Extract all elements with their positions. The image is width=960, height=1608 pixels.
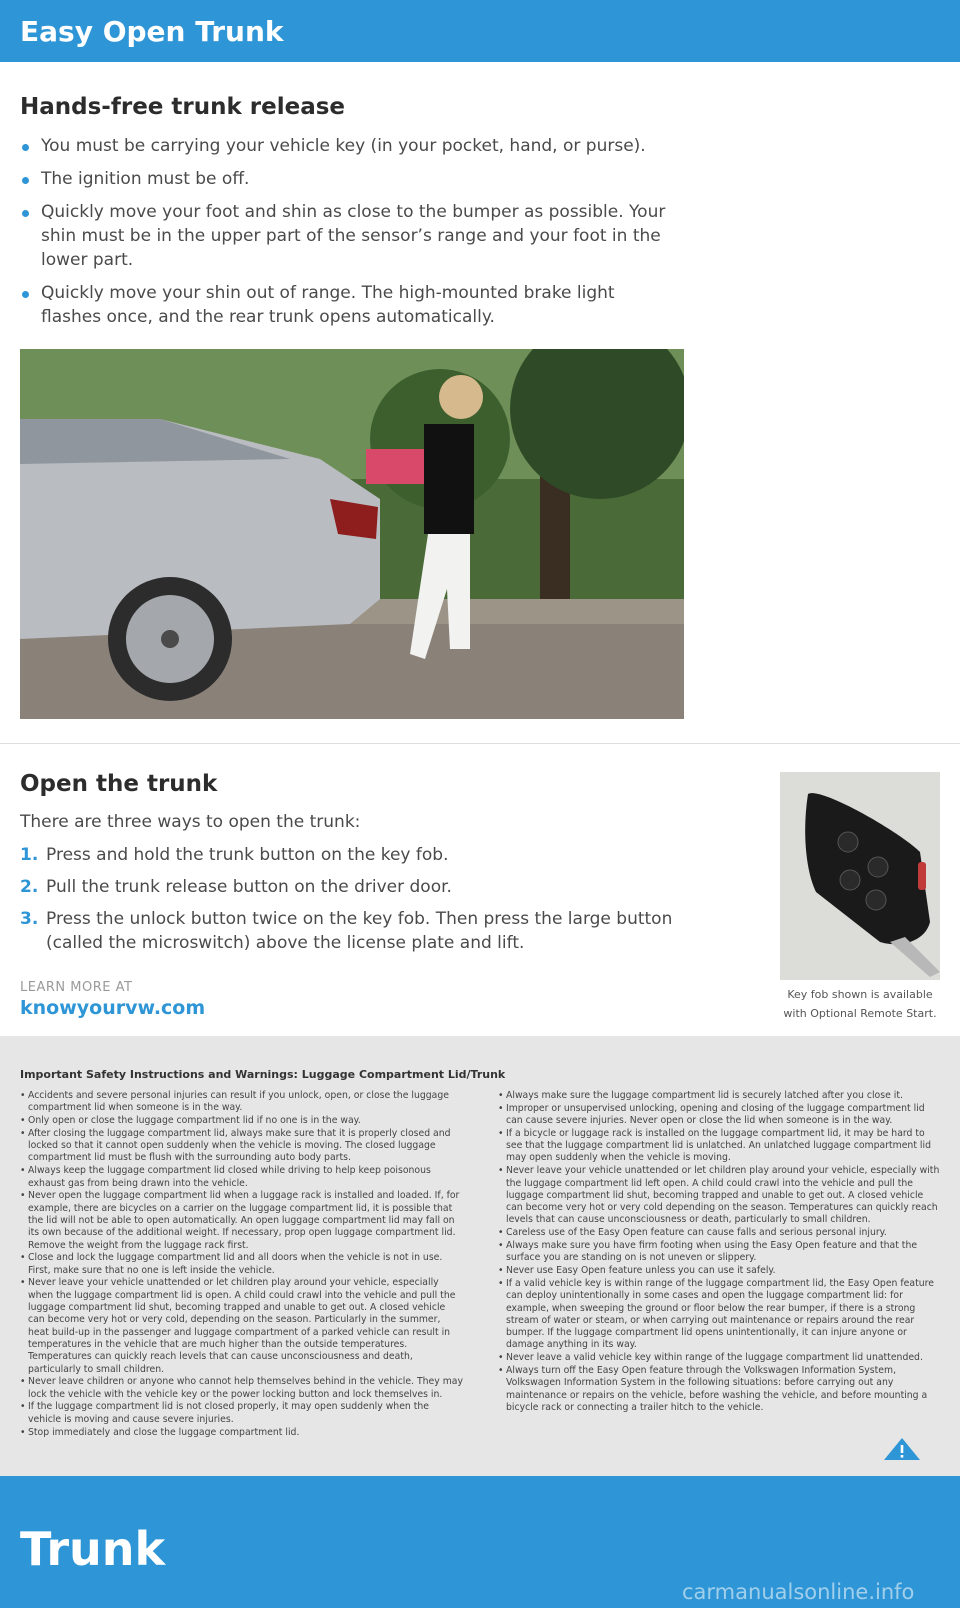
hands-free-photo [20, 349, 684, 719]
safety-item: • Always keep the luggage compartment lid closed while driving to help keep poisonous exhaust gas from being drawn into the vehicle. [20, 1165, 464, 1190]
safety-list-right [498, 1090, 942, 1415]
header-bar [0, 0, 960, 62]
safety-title: Important Safety Instructions and Warnings: Luggage Compartment Lid/Trunk [20, 1068, 506, 1081]
safety-item: • Stop immediately and close the luggage compartment lid. [20, 1427, 464, 1439]
learn-more-label: LEARN MORE AT [20, 980, 133, 995]
step-item [20, 843, 680, 867]
open-trunk-intro: There are three ways to open the trunk: [20, 812, 361, 832]
safety-item: • After closing the luggage compartment lid, always make sure that it is properly closed and locked so that it cannot open suddenly when the vehicle is moving. The closed luggage compartment lid must be flush with the surrounding auto body parts. [20, 1128, 464, 1165]
safety-item: • Always turn off the Easy Open feature through the Volkswagen Information System, Volkswagen Information System in the following situations: before carrying out any maintenance or repairs on the vehicle, before washing the vehicle, and before mounting a bicycle rack or connecting a trailer hitch to the vehicle. [498, 1365, 942, 1414]
hands-free-bullet-list [20, 134, 680, 338]
safety-list-left [20, 1090, 464, 1439]
step-item [20, 875, 680, 899]
safety-item: • Never leave your vehicle unattended or let children play around your vehicle, especially when the luggage compartment lid is open. A child could crawl into the vehicle and pull the luggage compartment lid shut, becoming trapped and unable to get out. A closed vehicle can become very hot or very cold, depending on the season. Particularly in the summer, heat build-up in the passenger and luggage compartment of a parked vehicle can result in temperatures in the vehicle that are much higher than the outside temperatures. Temperatures can quickly reach levels that can cause unconsciousness and death, particularly to small children. [20, 1277, 464, 1375]
step-number: 3. [20, 909, 39, 929]
key-fob-photo [780, 772, 940, 980]
bullet-item: Quickly move your shin out of range. The high-mounted brake light flashes once, and the rear trunk opens automatically. [20, 281, 680, 329]
safety-item: • Never leave children or anyone who cannot help themselves behind in the vehicle. They may lock the vehicle with the vehicle key or the power locking button and lock themselves in. [20, 1376, 464, 1401]
section-title-hands-free: Hands-free trunk release [20, 94, 346, 120]
step-number: 1. [20, 845, 39, 865]
safety-item: • Never leave a valid vehicle key within range of the luggage compartment lid unattended. [498, 1352, 942, 1364]
step-number: 2. [20, 877, 39, 897]
safety-item: • If the luggage compartment lid is not closed properly, it may open suddenly when the vehicle is moving and cause severe injuries. [20, 1401, 464, 1426]
safety-item: • If a bicycle or luggage rack is installed on the luggage compartment lid, it may be hard to see that the luggage compartment lid is unlatched. An unlatched luggage compartment lid may open suddenly when the vehicle is moving. [498, 1128, 942, 1165]
bullet-item: Quickly move your foot and shin as close to the bumper as possible. Your shin must be in the upper part of the sensor’s range and your foot in the lower part. [20, 200, 680, 272]
watermark-text: carmanualsonline.info [682, 1580, 915, 1604]
car-woman-illustration [20, 349, 684, 719]
learn-more-link[interactable]: knowyourvw.com [20, 997, 206, 1019]
section-title-open-trunk: Open the trunk [20, 771, 218, 797]
open-trunk-steps [20, 843, 680, 963]
safety-item: • Always make sure you have firm footing when using the Easy Open feature and that the surface you are standing on is not uneven or slippery. [498, 1240, 942, 1265]
page-title: Easy Open Trunk [20, 15, 284, 48]
bullet-item: You must be carrying your vehicle key (in your pocket, hand, or purse). [20, 134, 680, 158]
key-fob-icon [780, 772, 940, 980]
key-fob-caption: Key fob shown is available with Optional Remote Start. [783, 988, 937, 1020]
safety-item: • Accidents and severe personal injuries can result if you unlock, open, or close the luggage compartment lid when someone is in the way. [20, 1090, 464, 1115]
safety-item: • Careless use of the Easy Open feature can cause falls and serious personal injury. [498, 1227, 942, 1239]
safety-item: • Never use Easy Open feature unless you can use it safely. [498, 1265, 942, 1277]
section-divider [0, 743, 960, 744]
safety-item: • Never open the luggage compartment lid when a luggage rack is installed and loaded. If, for example, there are bicycles on a carrier on the luggage compartment lid, it is possible that the lid will not be able to open automatically. An open luggage compartment lid may fall on its own because of the additional weight. If necessary, prop open luggage compartment lid. Remove the weight from the luggage rack first. [20, 1190, 464, 1251]
bullet-item: The ignition must be off. [20, 167, 680, 191]
step-text: Press the unlock button twice on the key fob. Then press the large button (called the microswitch) above the license plate and lift. [46, 909, 673, 953]
step-text: Press and hold the trunk button on the key fob. [46, 845, 449, 865]
step-item [20, 907, 680, 955]
footer-title: Trunk [20, 1522, 166, 1576]
safety-item: • Never leave your vehicle unattended or let children play around your vehicle, especially with the luggage compartment lid left open. A child could crawl into the vehicle and pull the luggage compartment lid shut, becoming trapped and unable to get out. A closed vehicle can become very hot or very cold depending on the season. Temperatures can quickly reach levels that can cause unconsciousness or death, particularly to small children. [498, 1165, 942, 1226]
safety-item: • Only open or close the luggage compartment lid if no one is in the way. [20, 1115, 464, 1127]
safety-item: • Always make sure the luggage compartment lid is securely latched after you close it. [498, 1090, 942, 1102]
safety-item: • Improper or unsupervised unlocking, opening and closing of the luggage compartment lid can cause severe injuries. Never open or close the lid when someone is in the way. [498, 1103, 942, 1128]
warning-triangle-icon [882, 1436, 922, 1462]
safety-item: • Close and lock the luggage compartment lid and all doors when the vehicle is not in use. First, make sure that no one is left inside the vehicle. [20, 1252, 464, 1277]
step-text: Pull the trunk release button on the driver door. [46, 877, 452, 897]
safety-item: • If a valid vehicle key is within range of the luggage compartment lid, the Easy Open feature can deploy unintentionally in some cases and open the luggage compartment lid: for example, when sweeping the ground or floor below the rear bumper, if there is a strong stream of water or steam, or when carrying out maintenance or repairs around the rear bumper. If the luggage compartment lid opens unintentionally, it can injure anyone or damage anything in its way. [498, 1278, 942, 1352]
